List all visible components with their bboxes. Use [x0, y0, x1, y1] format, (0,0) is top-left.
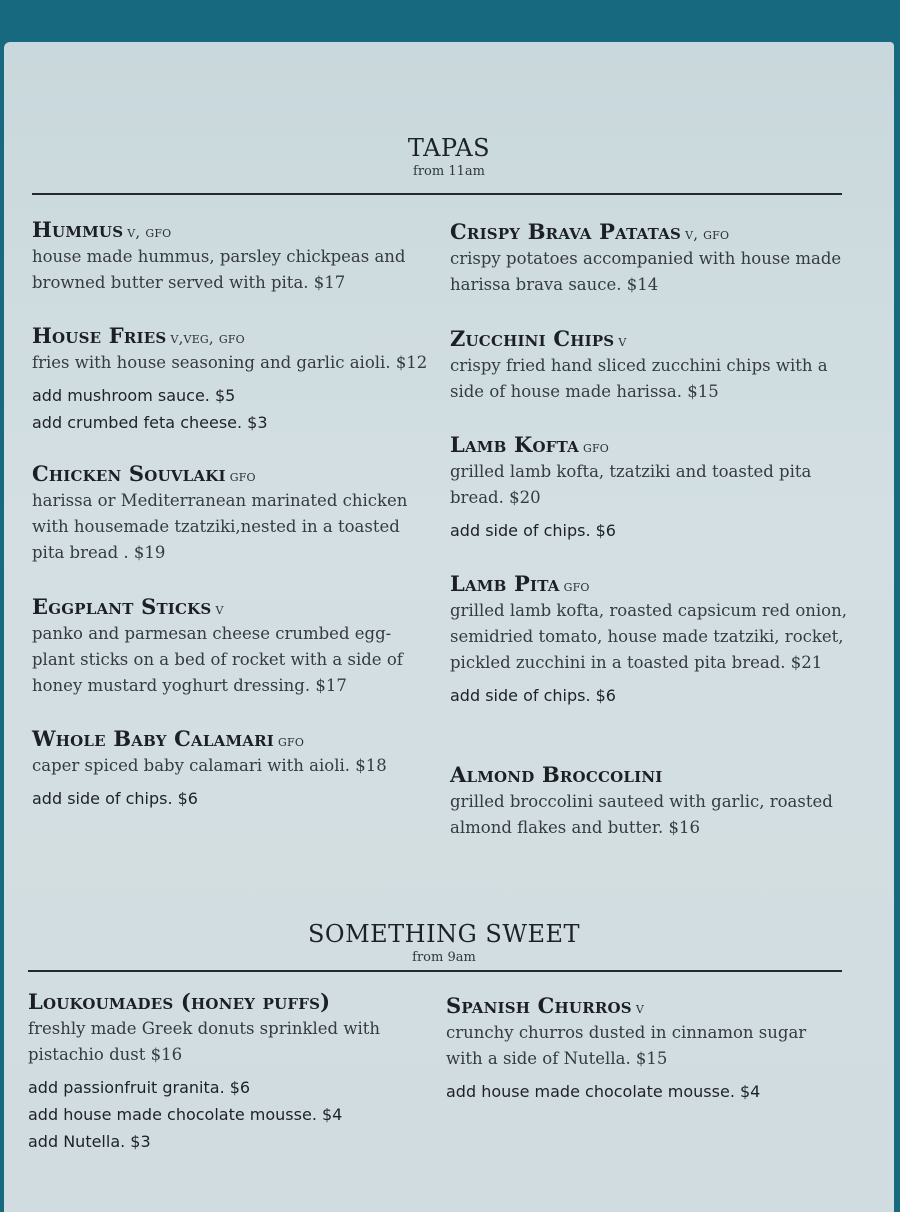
menu-item-zucchini-chips	[450, 326, 850, 405]
menu-item-lamb-pita	[450, 571, 850, 709]
menu-item-almond-broccolini	[450, 762, 850, 841]
item-description: grilled broccolini sauteed with garlic, roasted almond flakes and butter. $16	[450, 792, 833, 837]
item-tags: gfo	[278, 732, 305, 750]
item-description: caper spiced baby calamari with aioli. $18	[32, 756, 387, 775]
tapas-divider	[32, 193, 842, 195]
item-title: Spanish Churros	[446, 993, 632, 1018]
item-description: house made hummus, parsley chickpeas and browned butter served with pita. $17	[32, 247, 406, 292]
item-tags: gfo	[582, 438, 609, 456]
item-tags: gfo	[563, 577, 590, 595]
addon-line: add side of chips. $6	[450, 521, 616, 540]
item-description: freshly made Greek donuts sprinkled with pistachio dust $16	[28, 1019, 381, 1064]
item-name	[450, 762, 850, 787]
sweet-subtitle: from 9am	[412, 950, 476, 965]
sweet-divider	[28, 970, 842, 972]
item-addons	[32, 382, 432, 436]
tapas-header	[4, 134, 894, 179]
item-addons	[446, 1078, 846, 1105]
item-description: fries with house seasoning and garlic aioli. $12	[32, 353, 428, 372]
item-description: crunchy churros dusted in cinnamon sugar with a side of Nutella. $15	[446, 1023, 807, 1068]
item-addons	[28, 1074, 428, 1155]
item-title: Zucchini Chips	[450, 326, 615, 351]
addon-line: add house made chocolate mousse. $4	[446, 1082, 761, 1101]
item-name	[32, 461, 432, 486]
item-name	[32, 323, 432, 348]
item-tags: gfo	[229, 467, 256, 485]
sweet-title: SOMETHING SWEET	[307, 920, 581, 948]
item-name	[450, 326, 850, 351]
item-name	[450, 219, 850, 244]
tapas-title: TAPAS	[407, 134, 491, 162]
item-tags: v, gfo	[685, 225, 730, 243]
menu-item-lamb-kofta	[450, 432, 850, 544]
item-title: Whole Baby Calamari	[32, 726, 274, 751]
item-description: crispy fried hand sliced zucchini chips with a side of house made harissa. $15	[450, 356, 828, 401]
addon-line: add mushroom sauce. $5	[32, 386, 236, 405]
addon-line: add Nutella. $3	[28, 1132, 151, 1151]
item-title: Hummus	[32, 217, 124, 242]
item-addons	[32, 785, 432, 812]
item-name	[450, 571, 850, 596]
item-title: Eggplant Sticks	[32, 594, 212, 619]
menu-item-loukoumades	[28, 989, 428, 1155]
item-name	[450, 432, 850, 457]
menu-item-hummus	[32, 217, 432, 296]
item-name	[32, 726, 432, 751]
menu-page	[4, 42, 894, 1212]
item-title: Crispy Brava Patatas	[450, 219, 682, 244]
item-description: harissa or Mediterranean marinated chicken with housemade tzatziki,nested in a toasted pita bread . $19	[32, 491, 408, 562]
item-name	[32, 594, 432, 619]
item-addons	[450, 517, 850, 544]
item-tags: v	[635, 999, 644, 1017]
addon-line: add crumbed feta cheese. $3	[32, 413, 268, 432]
sweet-header	[0, 920, 889, 965]
item-title: Loukoumades (honey puffs)	[28, 989, 331, 1014]
addon-line: add side of chips. $6	[32, 789, 198, 808]
tapas-subtitle: from 11am	[413, 164, 485, 179]
item-addons	[450, 682, 850, 709]
item-description: grilled lamb kofta, roasted capsicum red onion, semidried tomato, house made tzatziki, rocket, pickled zucchini in a toasted pita bread. $21	[450, 601, 847, 672]
item-tags: v, gfo	[127, 223, 172, 241]
menu-item-eggplant-sticks	[32, 594, 432, 699]
item-title: Lamb Pita	[450, 571, 560, 596]
item-name	[32, 217, 432, 242]
menu-item-crispy-brava-patatas	[450, 219, 850, 298]
item-name	[446, 993, 846, 1018]
item-description: grilled lamb kofta, tzatziki and toasted pita bread. $20	[450, 462, 812, 507]
item-title: Lamb Kofta	[450, 432, 579, 457]
item-tags: v,veg, gfo	[170, 329, 245, 347]
item-tags: v	[618, 332, 627, 350]
menu-item-whole-baby-calamari	[32, 726, 432, 812]
addon-line: add passionfruit granita. $6	[28, 1078, 251, 1097]
menu-item-house-fries	[32, 323, 432, 436]
item-name	[28, 989, 428, 1014]
item-title: House Fries	[32, 323, 167, 348]
menu-item-chicken-souvlaki	[32, 461, 432, 566]
addon-line: add side of chips. $6	[450, 686, 616, 705]
menu-item-spanish-churros	[446, 993, 846, 1105]
item-description: crispy potatoes accompanied with house made harissa brava sauce. $14	[450, 249, 842, 294]
item-title: Chicken Souvlaki	[32, 461, 226, 486]
item-tags: v	[215, 600, 224, 618]
item-description: panko and parmesan cheese crumbed egg-plant sticks on a bed of rocket with a side of honey mustard yoghurt dressing. $17	[32, 624, 403, 695]
item-title: Almond Broccolini	[450, 762, 663, 787]
addon-line: add house made chocolate mousse. $4	[28, 1105, 343, 1124]
